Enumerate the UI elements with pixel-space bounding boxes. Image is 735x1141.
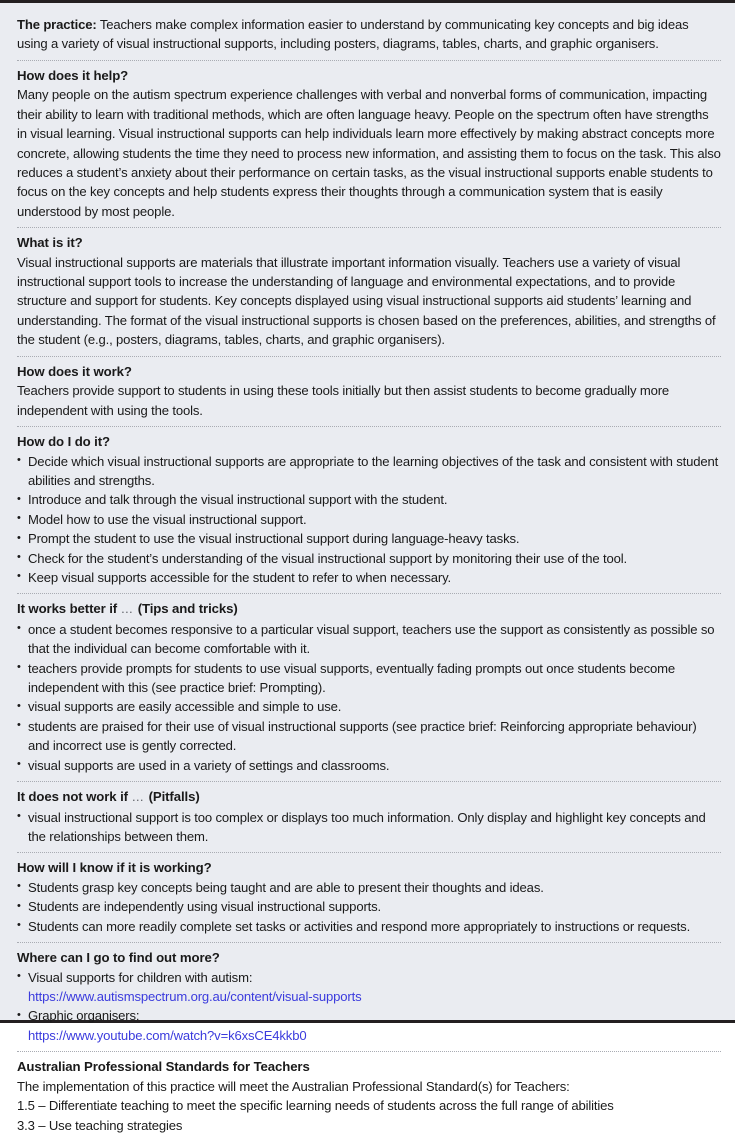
- list-item: • Prompt the student to use the visual instructional support during language-heavy tasks.: [17, 529, 721, 548]
- section-what-is-it: [17, 228, 721, 357]
- section-it-works-better-if: [17, 594, 721, 782]
- section-heading: [17, 787, 721, 808]
- heading-main: It works better if: [17, 601, 118, 617]
- bullet-list: [17, 620, 721, 775]
- practice-label: The practice:: [17, 17, 97, 32]
- heading-main: It does not work if: [17, 789, 128, 805]
- list-item: • once a student becomes responsive to a particular visual support, teachers use the support as consistently as possible so that the individual can become comfortable with it.: [17, 620, 721, 659]
- section-how-does-it-work: [17, 357, 721, 427]
- standards-line: 1.5 – Differentiate teaching to meet the specific learning needs of students across the full range of abilities: [17, 1098, 614, 1114]
- heading-ellipsis: …: [120, 602, 135, 617]
- heading-parenthetical: (Pitfalls): [148, 789, 200, 805]
- bullet-list: [17, 808, 721, 847]
- list-item: • visual supports are used in a variety of settings and classrooms.: [17, 756, 721, 775]
- list-item: • Model how to use the visual instructional support.: [17, 510, 721, 529]
- section-heading: Australian Professional Standards for Teachers: [17, 1059, 310, 1075]
- section-the-practice: [17, 10, 721, 61]
- resource-link-youtube[interactable]: https://www.youtube.com/watch?v=k6xsCE4kkb0: [28, 1027, 307, 1043]
- bullet-list: [17, 452, 721, 588]
- resource-list: [17, 968, 721, 987]
- standards-line: 3.3 – Use teaching strategies: [17, 1117, 183, 1133]
- list-item: • Visual supports for children with autism:: [17, 968, 721, 987]
- section-find-out-more: [17, 943, 721, 1052]
- section-australian-professional-standards: [17, 1052, 721, 1141]
- practice-paragraph: [17, 15, 721, 54]
- heading-ellipsis: …: [131, 790, 146, 805]
- practice-text: Teachers make complex information easier to understand by communicating key concepts and big ideas using a variety of visual instructional supports, including posters, diagrams, tables, charts, and graphic organisers.: [17, 17, 689, 52]
- section-how-will-i-know: [17, 853, 721, 943]
- section-paragraph: Visual instructional supports are materials that illustrate important information visually. Teachers use a variety of visual instructional support tools to increase the understanding of language and environmental expectations, and to provide structure and support for students. Key concepts displayed using visual instructional supports aid students’ learning and understanding. The format of the visual instructional supports is chosen based on the preferences, abilities, and strengths of the student (e.g., posters, diagrams, tables, charts, and graphic organisers).: [17, 254, 716, 348]
- section-how-does-it-help: [17, 61, 721, 228]
- list-item: • Check for the student’s understanding of the visual instructional support by monitoring their use of the tool.: [17, 549, 721, 568]
- heading-parenthetical: (Tips and tricks): [137, 601, 238, 617]
- section-paragraph: Many people on the autism spectrum experience challenges with verbal and nonverbal forms of communication, impacting their ability to learn with traditional methods, which are often language heavy. People on the spectrum often have strengths in visual learning. Visual instructional supports can help individuals learn more effectively by making abstract concepts more concrete, allowing students the time they need to process new information, and assisting them to focus on the task. This also reduces a student’s anxiety about their performance on certain tasks, as the visual instructional supports enable students to focus on the key concepts and help students express their thoughts through a communication system that is easily understood by most people.: [17, 87, 721, 219]
- section-it-does-not-work-if: [17, 782, 721, 853]
- list-item: • visual instructional support is too complex or displays too much information. Only display and highlight key concepts and the relationships between them.: [17, 808, 721, 847]
- list-item: • Introduce and talk through the visual instructional support with the student.: [17, 490, 721, 509]
- section-heading: How does it help?: [17, 67, 129, 83]
- section-heading: How will I know if it is working?: [17, 860, 212, 876]
- list-item: • Students can more readily complete set tasks or activities and respond more appropriately to instructions or requests.: [17, 917, 721, 936]
- section-heading: [17, 599, 721, 620]
- list-item: • students are praised for their use of visual instructional supports (see practice brief: Reinforcing appropriate behaviour) and incorrect use is gently corrected.: [17, 717, 721, 756]
- list-item: • Graphic organisers:: [17, 1006, 721, 1025]
- bullet-list: [17, 878, 721, 936]
- list-item: • Students grasp key concepts being taught and are able to present their thoughts and ideas.: [17, 878, 721, 897]
- section-heading: What is it?: [17, 235, 83, 251]
- page-content: [0, 3, 735, 1141]
- list-item: • Students are independently using visual instructional supports.: [17, 897, 721, 916]
- list-item: • Keep visual supports accessible for the student to refer to when necessary.: [17, 568, 721, 587]
- list-item: • teachers provide prompts for students to use visual supports, eventually fading prompts out once students become independent with this (see practice brief: Prompting).: [17, 659, 721, 698]
- section-heading: How does it work?: [17, 363, 132, 379]
- list-item: • Decide which visual instructional supports are appropriate to the learning objectives of the task and consistent with student abilities and strengths.: [17, 452, 721, 491]
- list-item: • visual supports are easily accessible and simple to use.: [17, 697, 721, 716]
- resource-link-autismspectrum[interactable]: https://www.autismspectrum.org.au/content/visual-supports: [28, 989, 362, 1005]
- section-paragraph: Teachers provide support to students in using these tools initially but then assist students to become gradually more independent with using the tools.: [17, 383, 670, 418]
- section-heading: Where can I go to find out more?: [17, 950, 220, 966]
- section-heading: How do I do it?: [17, 434, 110, 449]
- resource-list: [17, 1006, 721, 1025]
- section-how-do-i-do-it: [17, 427, 721, 594]
- standards-intro: The implementation of this practice will meet the Australian Professional Standard(s) for Teachers:: [17, 1078, 570, 1094]
